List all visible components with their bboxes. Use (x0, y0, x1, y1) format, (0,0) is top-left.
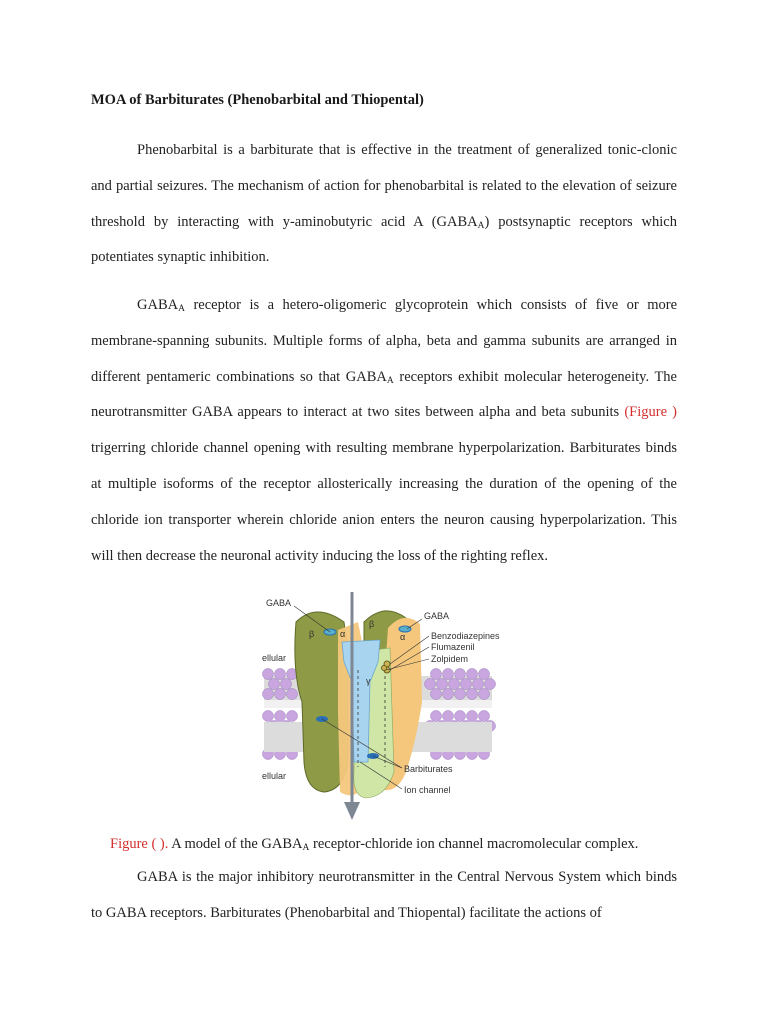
alpha-label-right: α (400, 632, 406, 642)
lipid-head (269, 679, 280, 690)
lipid-head (263, 711, 274, 722)
gaba-label-left: GABA (266, 598, 292, 608)
caption-text: receptor-chloride ion channel macromolecular complex. (309, 836, 639, 852)
lipid-head (473, 679, 484, 690)
lipid-head (455, 689, 466, 700)
lipid-head (443, 669, 454, 680)
lipid-head (275, 689, 286, 700)
intracellular-label: ellular (262, 771, 287, 781)
paragraph-text: GABA is the major inhibitory neurotransmitter in the Central Nervous System which binds to GABA receptors. Barbiturates (Phenobarbital and Thiopental) facilitate the actions of (91, 869, 677, 921)
subscript: A (386, 375, 394, 386)
gamma-label: γ (366, 676, 371, 686)
paragraph-text: GABA (137, 297, 179, 313)
lipid-head (263, 689, 274, 700)
barbiturates-label: Barbiturates (404, 764, 453, 774)
gaba-receptor-figure (256, 592, 516, 820)
lipid-head (455, 711, 466, 722)
paragraph-text: ) postsynaptic receptors which potentiates synaptic inhibition. (91, 213, 677, 266)
paragraph-text: receptors exhibit molecular heterogeneity. The neurotransmitter GABA appears to interact at two sites between alpha and beta subunits (91, 368, 677, 421)
lipid-head (467, 669, 478, 680)
figure-reference-link[interactable]: (Figure ) (624, 404, 677, 421)
paragraph-gaba-receptor (91, 288, 677, 574)
beta-label-right: β (369, 619, 375, 629)
paragraph-gaba-neurotransmitter (91, 860, 677, 932)
paragraph-text: trigerring chloride channel opening with resulting membrane hyperpolarization. Barbiturates binds at multiple isoforms of the receptor allosterically increasing the duration of the opening of the chloride ion transporter wherein chloride anion enters the neuron causing hyperpolarization. This will then decrease the neuronal activity inducing the loss of the righting reflex. (91, 440, 677, 564)
lipid-head (437, 679, 448, 690)
paragraph-text: Phenobarbital is a barbiturate that is effective in the treatment of generalized tonic-clonic and partial seizures. The mechanism of action for phenobarbital is related to the elevation of seizure threshold by interacting with y-aminobutyric acid A (GABA (91, 142, 677, 230)
extracellular-label: ellular (262, 653, 287, 663)
lipid-head (479, 689, 490, 700)
lipid-head (443, 711, 454, 722)
beta-label-left: β (309, 629, 315, 639)
lipid-head (479, 669, 490, 680)
subscript: A (302, 843, 310, 853)
subscript: A (477, 220, 485, 231)
zolpidem-site (382, 666, 387, 671)
lipid-head (281, 679, 292, 690)
lipid-head (425, 679, 436, 690)
subscript: A (178, 304, 185, 314)
lipid-head (431, 669, 442, 680)
lipid-head (431, 689, 442, 700)
lipid-head (275, 711, 286, 722)
lipid-head (467, 711, 478, 722)
paragraph-text: receptor is a hetero-oligomeric glycoprotein which consists of five or more membrane-spanning subunits. Multiple forms of alpha, beta and gamma subunits are arranged in different pentameric combinations so that GABA (91, 297, 677, 385)
lipid-head (479, 711, 490, 722)
flumazenil-label: Flumazenil (431, 642, 475, 652)
benzodiazepines-label: Benzodiazepines (431, 631, 500, 641)
lipid-head (467, 689, 478, 700)
ion-channel-label: Ion channel (404, 785, 451, 795)
lipid-head (287, 689, 298, 700)
document-title: MOA of Barbiturates (Phenobarbital and Thiopental) (91, 92, 424, 108)
zolpidem-label: Zolpidem (431, 654, 469, 664)
figure-number-link[interactable]: Figure ( ). (110, 836, 169, 852)
figure-caption (110, 836, 638, 853)
lipid-head (287, 711, 298, 722)
lipid-head (263, 669, 274, 680)
lipid-head (443, 689, 454, 700)
lipid-head (461, 679, 472, 690)
paragraph-phenobarbital (91, 133, 677, 276)
lipid-head (275, 669, 286, 680)
lipid-head (485, 679, 496, 690)
caption-text: A model of the GABA (168, 836, 303, 852)
gaba-label-right: GABA (424, 611, 450, 621)
lipid-head (431, 711, 442, 722)
lipid-head (455, 669, 466, 680)
alpha-label-left: α (340, 629, 346, 639)
lipid-head (449, 679, 460, 690)
